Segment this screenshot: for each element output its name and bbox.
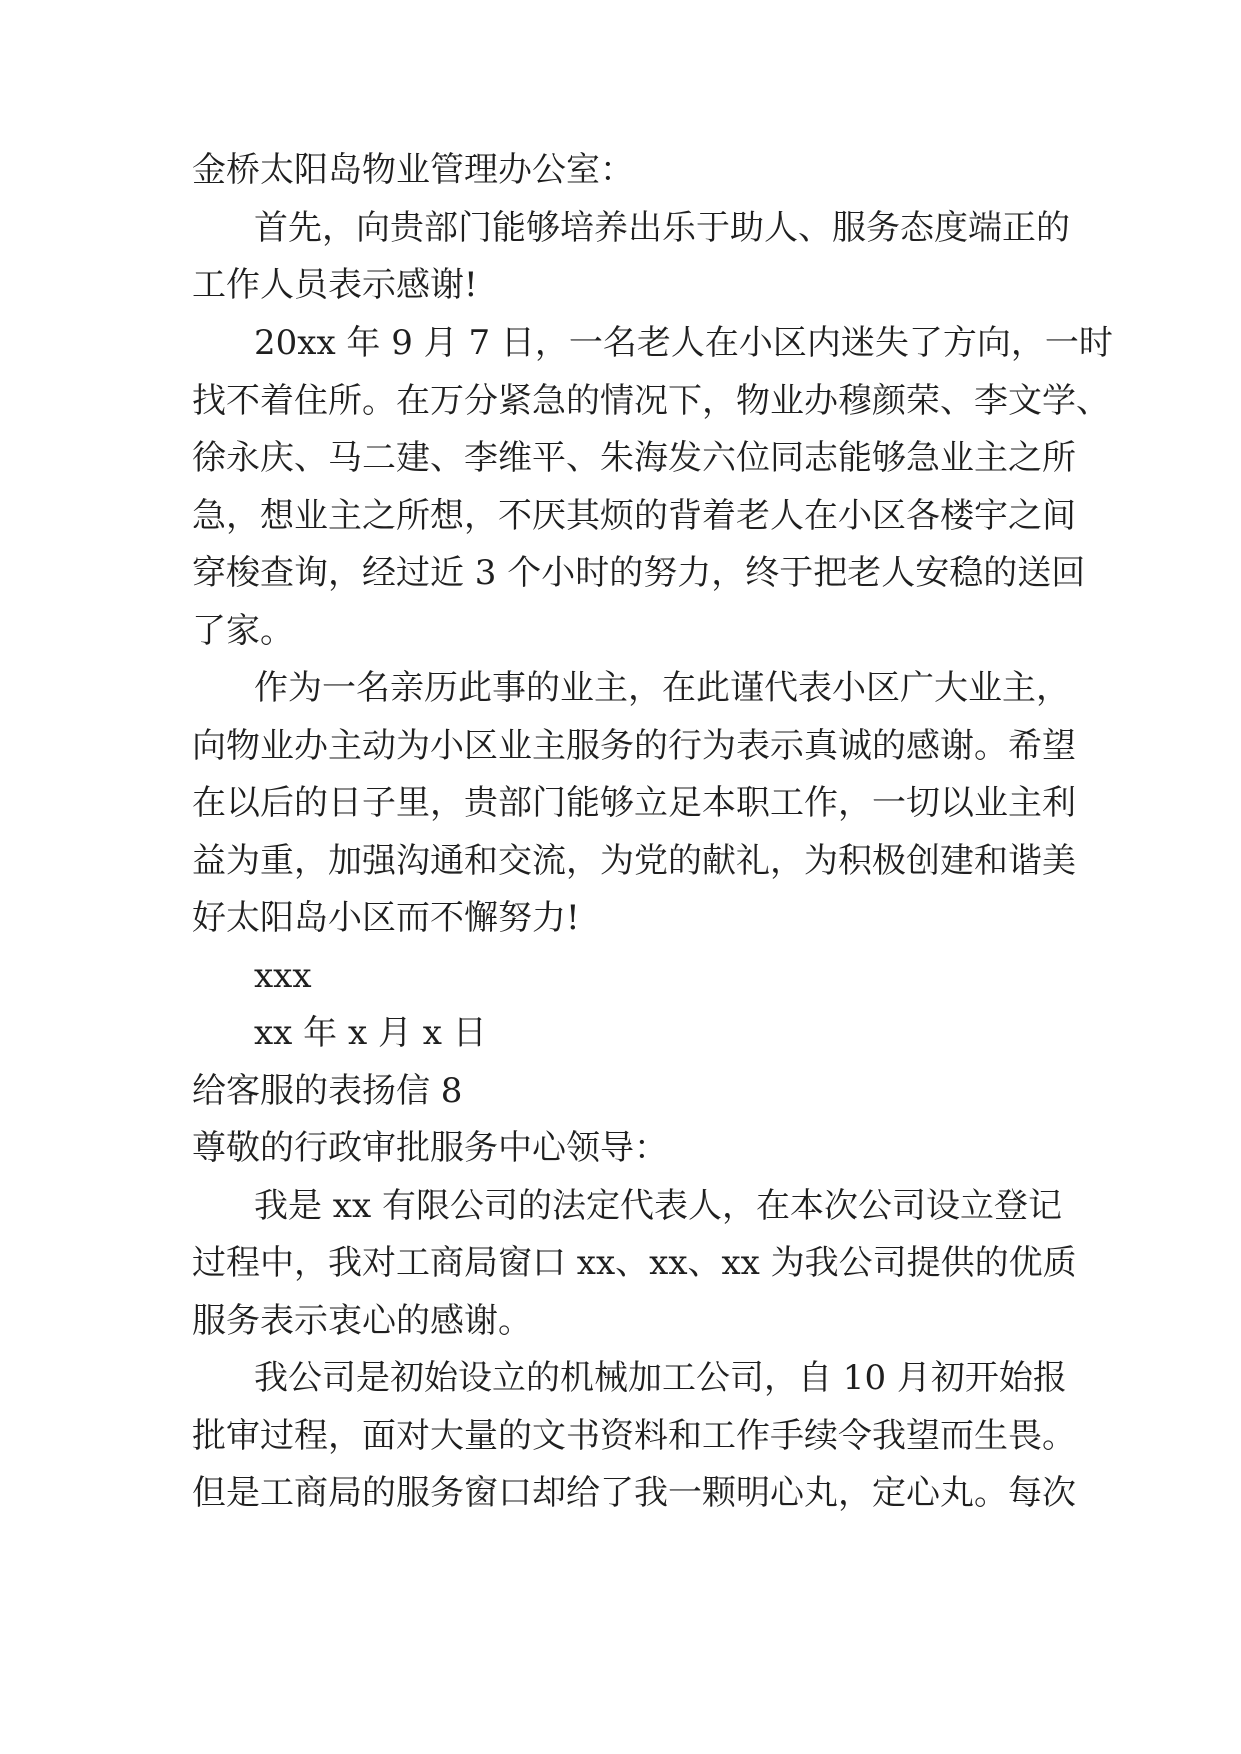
- paragraph-line: 20xx 年 9 月 7 日，一名老人在小区内迷失了方向，一时: [254, 323, 1113, 363]
- paragraph-line: 在以后的日子里，贵部门能够立足本职工作，一切以业主利: [192, 783, 1076, 823]
- paragraph-line: 但是工商局的服务窗口却给了我一颗明心丸，定心丸。每次: [192, 1473, 1076, 1513]
- paragraph-line: 我公司是初始设立的机械加工公司，自 10 月初开始报: [254, 1358, 1067, 1398]
- letter-date: xx 年 x 月 x 日: [254, 1013, 487, 1053]
- paragraph-line: 我是 xx 有限公司的法定代表人，在本次公司设立登记: [254, 1186, 1062, 1226]
- letter-salutation: 金桥太阳岛物业管理办公室：: [192, 150, 634, 190]
- paragraph-line: 工作人员表示感谢!: [192, 265, 478, 305]
- paragraph-line: 益为重，加强沟通和交流，为党的献礼，为积极创建和谐美: [192, 841, 1076, 881]
- paragraph-line: 徐永庆、马二建、李维平、朱海发六位同志能够急业主之所: [192, 438, 1076, 478]
- letter-signature: xxx: [254, 956, 312, 996]
- paragraph-line: 批审过程，面对大量的文书资料和工作手续令我望而生畏。: [192, 1416, 1076, 1456]
- paragraph-line: 向物业办主动为小区业主服务的行为表示真诚的感谢。希望: [192, 726, 1076, 766]
- paragraph-line: 急，想业主之所想，不厌其烦的背着老人在小区各楼宇之间: [192, 496, 1076, 536]
- paragraph-line: 好太阳岛小区而不懈努力!: [192, 898, 580, 938]
- paragraph-line: 过程中，我对工商局窗口 xx、xx、xx 为我公司提供的优质: [192, 1243, 1077, 1283]
- paragraph-line: 了家。: [192, 611, 294, 651]
- paragraph-line: 作为一名亲历此事的业主，在此谨代表小区广大业主，: [254, 668, 1070, 708]
- paragraph-line: 找不着住所。在万分紧急的情况下，物业办穆颜荣、李文学、: [192, 381, 1110, 421]
- paragraph-line: 服务表示衷心的感谢。: [192, 1301, 532, 1341]
- paragraph-line: 首先，向贵部门能够培养出乐于助人、服务态度端正的: [254, 208, 1070, 248]
- paragraph-line: 穿梭查询，经过近 3 个小时的努力，终于把老人安稳的送回: [192, 553, 1086, 593]
- section-heading: 给客服的表扬信 8: [192, 1071, 463, 1111]
- letter-salutation: 尊敬的行政审批服务中心领导：: [192, 1128, 668, 1168]
